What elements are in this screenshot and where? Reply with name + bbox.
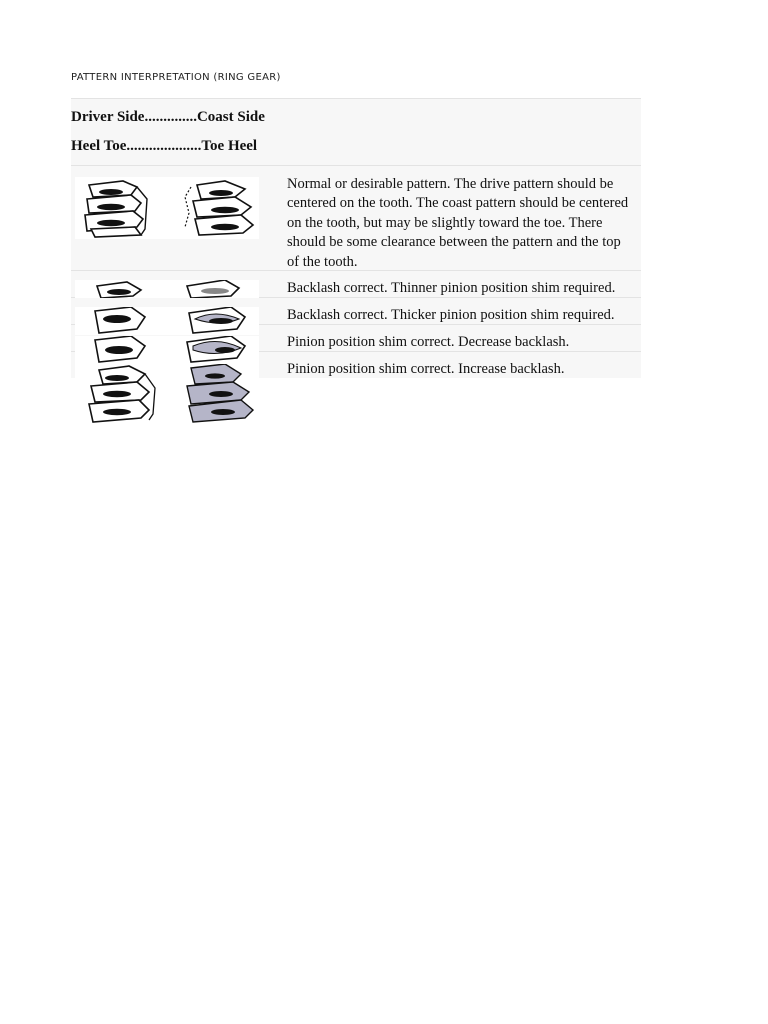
row-description: Pinion position shim correct. Decrease backlash.	[287, 334, 570, 350]
row-description: Normal or desirable pattern. The drive pattern should be centered on the tooth. The coast pattern should be centered on the tooth, but may be slightly toward the toe. There should be some clearance between the pattern and the top of the tooth.	[287, 176, 629, 270]
row-description: Backlash correct. Thicker pinion position shim required.	[287, 307, 615, 323]
page-title: PATTERN INTERPRETATION (RING GEAR)	[71, 72, 281, 83]
gear-tooth-contact-pattern-thinner-shim-icon	[75, 280, 259, 298]
table-row	[71, 165, 641, 270]
row-description: Pinion position shim correct. Increase backlash.	[287, 361, 565, 377]
gear-tooth-contact-pattern-normal-icon	[75, 177, 259, 239]
row-description: Backlash correct. Thinner pinion position shim required.	[287, 280, 616, 296]
gear-tooth-contact-pattern-increase-backlash-icon	[75, 364, 259, 424]
header-driver-coast: Driver Side..............Coast Side	[71, 109, 265, 125]
table-header	[71, 98, 641, 165]
header-heel-toe: Heel Toe....................Toe Heel	[71, 138, 258, 154]
pattern-table	[71, 98, 641, 378]
gear-tooth-contact-pattern-thicker-shim-icon	[75, 307, 259, 335]
gear-tooth-contact-pattern-decrease-backlash-icon	[75, 336, 259, 364]
